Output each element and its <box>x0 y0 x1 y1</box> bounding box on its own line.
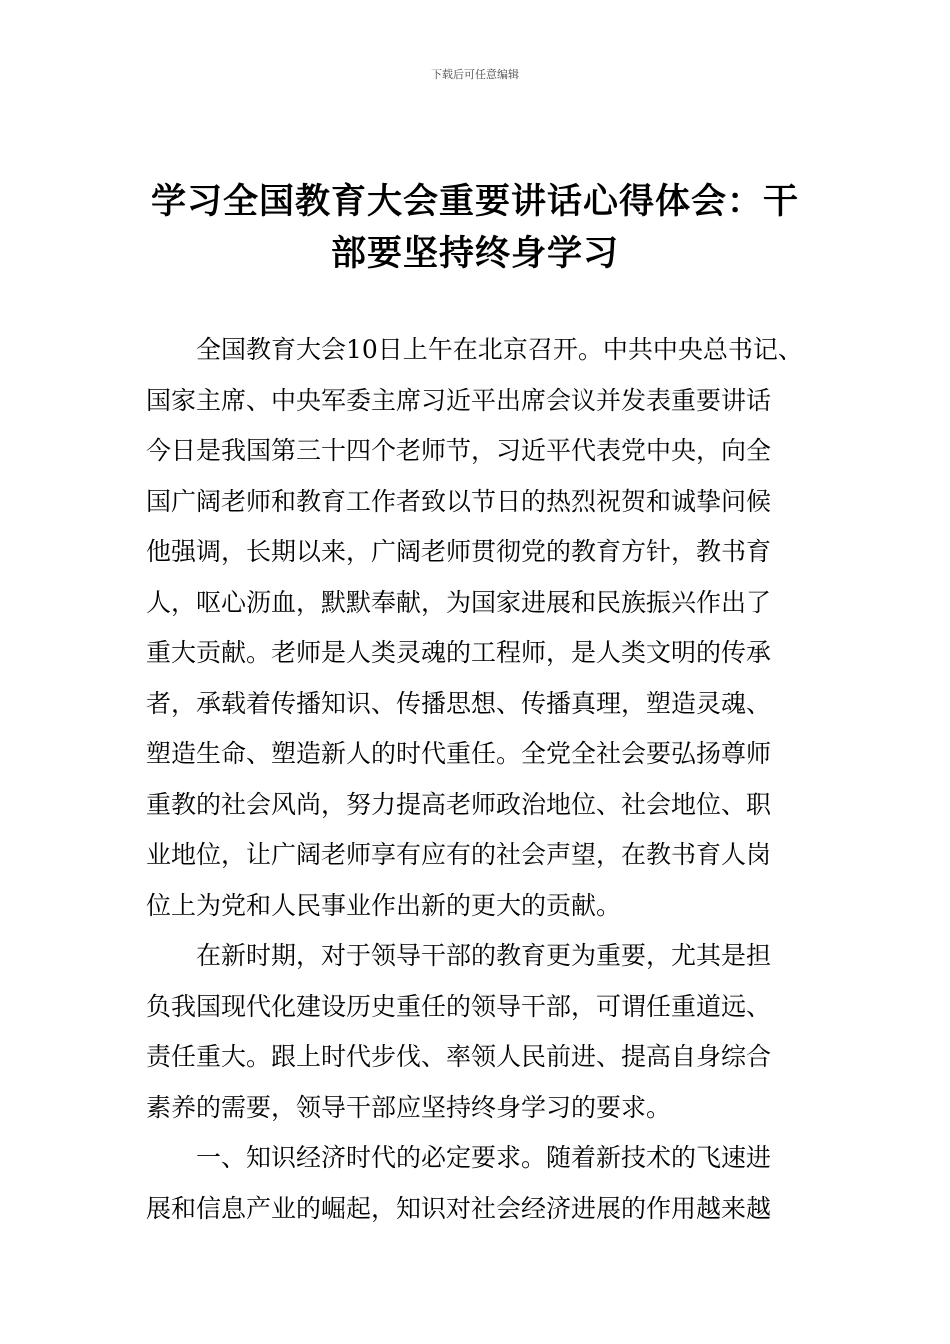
text-line: 他强调，长期以来，广阔老师贯彻党的教育方针，教书育 <box>146 537 772 566</box>
paragraph-3 <box>146 1133 818 1234</box>
text-line: 位上为党和人民事业作出新的更大的贡献。 <box>146 890 622 920</box>
text-line: 全国教育大会10日上午在北京召开。中共中央总书记、 <box>196 335 803 364</box>
text-line: 人，呕心沥血，默默奉献，为国家进展和民族振兴作出了 <box>146 587 772 617</box>
text-line: 素养的需要，领导干部应坚持终身学习的要求。 <box>146 1092 672 1122</box>
paragraph-1 <box>146 325 818 931</box>
text-line: 负我国现代化建设历史重任的领导干部，可谓任重道远、 <box>146 991 772 1021</box>
text-line: 者，承载着传播知识、传播思想、传播真理，塑造灵魂、 <box>146 688 772 718</box>
text-line: 塑造生命、塑造新人的时代重任。全党全社会要弘扬尊师 <box>146 739 772 768</box>
text-line: 展和信息产业的崛起，知识对社会经济进展的作用越来越 <box>146 1193 772 1223</box>
document-title <box>150 176 800 280</box>
text-line: 重教的社会风尚，努力提高老师政治地位、社会地位、职 <box>146 789 772 819</box>
title-line-1: 学习全国教育大会重要讲话心得体会：干 <box>150 182 799 222</box>
text-line: 重大贡献。老师是人类灵魂的工程师，是人类文明的传承 <box>146 638 772 667</box>
paragraph-2 <box>146 931 818 1133</box>
text-line: 国家主席、中央军委主席习近平出席会议并发表重要讲话 <box>146 385 772 415</box>
text-line: 责任重大。跟上时代步伐、率领人民前进、提高自身综合 <box>146 1042 772 1071</box>
text-line: 一、知识经济时代的必定要求。随着新技术的飞速进 <box>196 1143 772 1172</box>
title-line-2: 部要坚持终身学习 <box>330 234 619 274</box>
text-line: 国广阔老师和教育工作者致以节日的热烈祝贺和诚挚问候 <box>146 486 772 516</box>
header-note: 下载后可任意编辑 <box>431 68 519 81</box>
text-line: 在新时期，对于领导干部的教育更为重要，尤其是担 <box>196 941 772 970</box>
text-line: 业地位，让广阔老师享有应有的社会声望，在教书育人岗 <box>146 840 772 869</box>
text-line: 今日是我国第三十四个老师节，习近平代表党中央，向全 <box>146 436 772 465</box>
document-body <box>146 325 818 1234</box>
